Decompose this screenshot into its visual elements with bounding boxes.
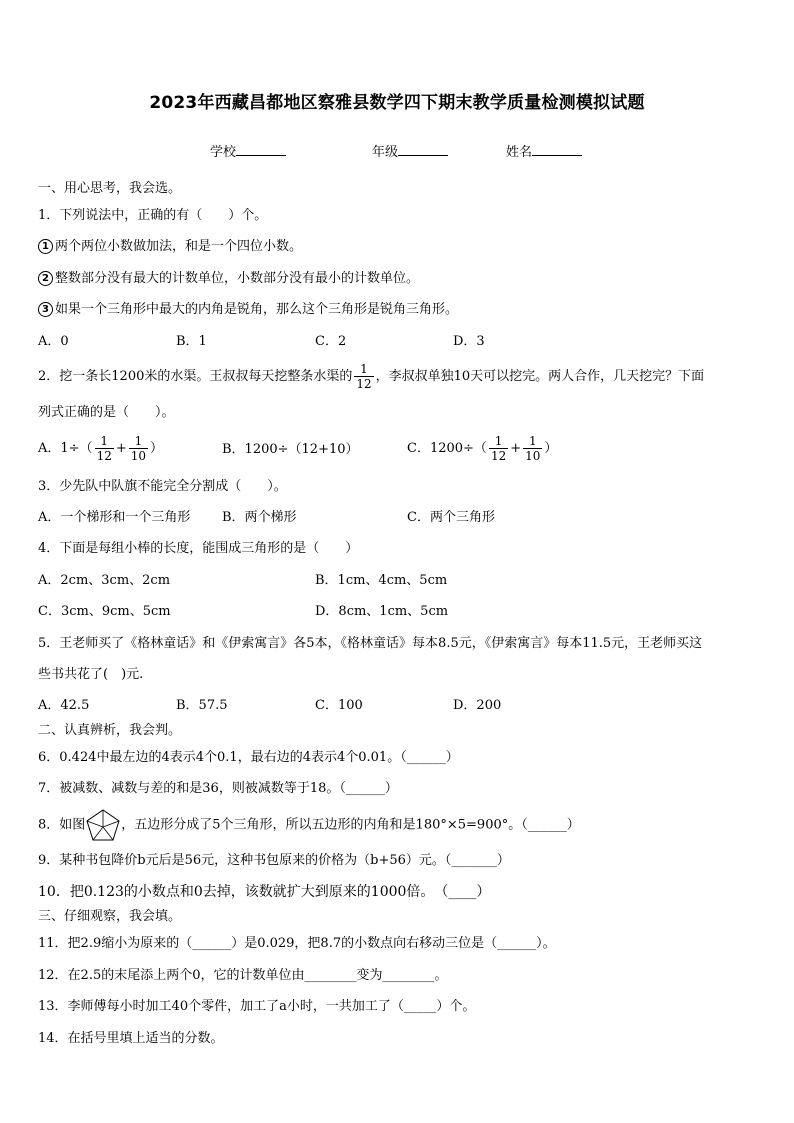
q13: 13．李师傅每小时加工40个零件，加工了a小时，一共加工了（_____）个。 bbox=[38, 999, 476, 1014]
q11: 11．把2.9缩小为原来的（______）是0.029，把8.7的小数点向右移动三位是（______）。 bbox=[38, 936, 556, 951]
q3-option-b[interactable]: B．两个梯形 bbox=[222, 510, 297, 525]
name-label: 姓名 bbox=[506, 145, 533, 160]
q5-option-a[interactable]: A．42.5 bbox=[38, 698, 90, 713]
q4-option-a[interactable]: A．2cm、3cm、2cm bbox=[38, 573, 171, 588]
school-blank[interactable] bbox=[236, 142, 286, 156]
q12: 12．在2.5的末尾添上两个0，它的计数单位由________变为________。 bbox=[38, 968, 448, 983]
q5-stem-line2: 些书共花了( )元. bbox=[38, 667, 144, 682]
q1-stem: 1．下列说法中，正确的有（ ）个。 bbox=[38, 208, 268, 223]
q2-option-b[interactable]: B．1200÷（12+10） bbox=[222, 442, 359, 457]
q4-option-d[interactable]: D．8cm、1cm、5cm bbox=[315, 604, 449, 619]
q4-option-b[interactable]: B．1cm、4cm、5cm bbox=[315, 573, 448, 588]
grade-label: 年级 bbox=[372, 145, 399, 160]
circled-two-icon: 2 bbox=[38, 271, 53, 286]
q9: 9．某种书包降价b元后是56元，这种书包原来的价格为（b+56）元。（_______） bbox=[38, 853, 510, 868]
grade-blank[interactable] bbox=[398, 142, 448, 156]
q3-stem: 3．少先队中队旗不能完全分割成（ ）。 bbox=[38, 479, 287, 494]
grade-field[interactable] bbox=[372, 141, 448, 160]
q1-option-d[interactable]: D．3 bbox=[453, 334, 485, 349]
q5-option-d[interactable]: D．200 bbox=[453, 698, 502, 713]
section2-heading: 二、认真辨析，我会判。 bbox=[38, 723, 182, 738]
q4-stem: 4．下面是每组小棒的长度，能围成三角形的是（ ） bbox=[38, 541, 359, 556]
exam-title: 2023年西藏昌都地区察雅县数学四下期末教学质量检测模拟试题 bbox=[149, 93, 645, 113]
q10: 10．把0.123的小数点和0去掉，该数就扩大到原来的1000倍。 （____） bbox=[38, 884, 491, 900]
q1-statement-1: 1 两个两位小数做加法，和是一个四位小数。 bbox=[38, 238, 302, 256]
circled-three-icon: 3 bbox=[38, 302, 53, 317]
q1-option-b[interactable]: B．1 bbox=[176, 334, 207, 349]
fraction-one-twelfth: $\frac{1}{12}$ bbox=[356, 362, 372, 391]
q6: 6．0.424中最左边的4表示4个0.1，最右边的4表示4个0.01。（______） bbox=[38, 750, 459, 765]
q5-option-c[interactable]: C．100 bbox=[315, 698, 363, 713]
q5-stem-line1: 5．王老师买了《格林童话》和《伊索寓言》各5本，《格林童话》每本8.5元，《伊索寓言》每本11.5元，王老师买这 bbox=[38, 636, 703, 651]
q7: 7．被减数、减数与差的和是36，则被减数等于18。（______） bbox=[38, 781, 398, 796]
q3-option-a[interactable]: A．一个梯形和一个三角形 bbox=[38, 510, 191, 525]
q2-option-a[interactable]: A．1÷（ $\frac{1}{12}$ + $\frac{1}{10}$ ） bbox=[38, 434, 164, 463]
q1-statement-3: 3 如果一个三角形中最大的内角是锐角，那么这个三角形是锐角三角形。 bbox=[38, 301, 458, 319]
q8: 8．如图 ，五边形分成了5个三角形，所以五边形的内角和是180°×5=900°。（______） bbox=[38, 808, 580, 843]
name-field[interactable] bbox=[506, 141, 582, 160]
school-field[interactable] bbox=[210, 141, 286, 160]
q2-stem-line2: 列式正确的是（ ）。 bbox=[38, 405, 175, 420]
q5-option-b[interactable]: B．57.5 bbox=[176, 698, 228, 713]
q2-option-c[interactable]: C．1200÷（ $\frac{1}{12}$ + $\frac{1}{10}$ ） bbox=[407, 434, 558, 463]
name-blank[interactable] bbox=[532, 142, 582, 156]
q14: 14．在括号里填上适当的分数。 bbox=[38, 1031, 224, 1046]
q1-option-c[interactable]: C．2 bbox=[315, 334, 347, 349]
q2-stem-line1: 2．挖一条长1200米的水渠。王叔叔每天挖整条水渠的 $\frac{1}{12}$ ，李叔叔单独10天可以挖完。两人合作，几天挖完？下面 bbox=[38, 362, 705, 391]
q4-option-c[interactable]: C．3cm、9cm、5cm bbox=[38, 604, 171, 619]
section1-heading: 一、用心思考，我会选。 bbox=[38, 181, 182, 196]
q1-option-a[interactable]: A．0 bbox=[38, 334, 69, 349]
school-label: 学校 bbox=[210, 145, 237, 160]
circled-one-icon: 1 bbox=[38, 239, 53, 254]
q3-option-c[interactable]: C．两个三角形 bbox=[407, 510, 495, 525]
section3-heading: 三、仔细观察，我会填。 bbox=[38, 909, 182, 924]
pentagon-figure-icon bbox=[85, 808, 121, 842]
q1-statement-2: 2 整数部分没有最大的计数单位，小数部分没有最小的计数单位。 bbox=[38, 270, 419, 288]
student-info-row bbox=[0, 141, 794, 161]
